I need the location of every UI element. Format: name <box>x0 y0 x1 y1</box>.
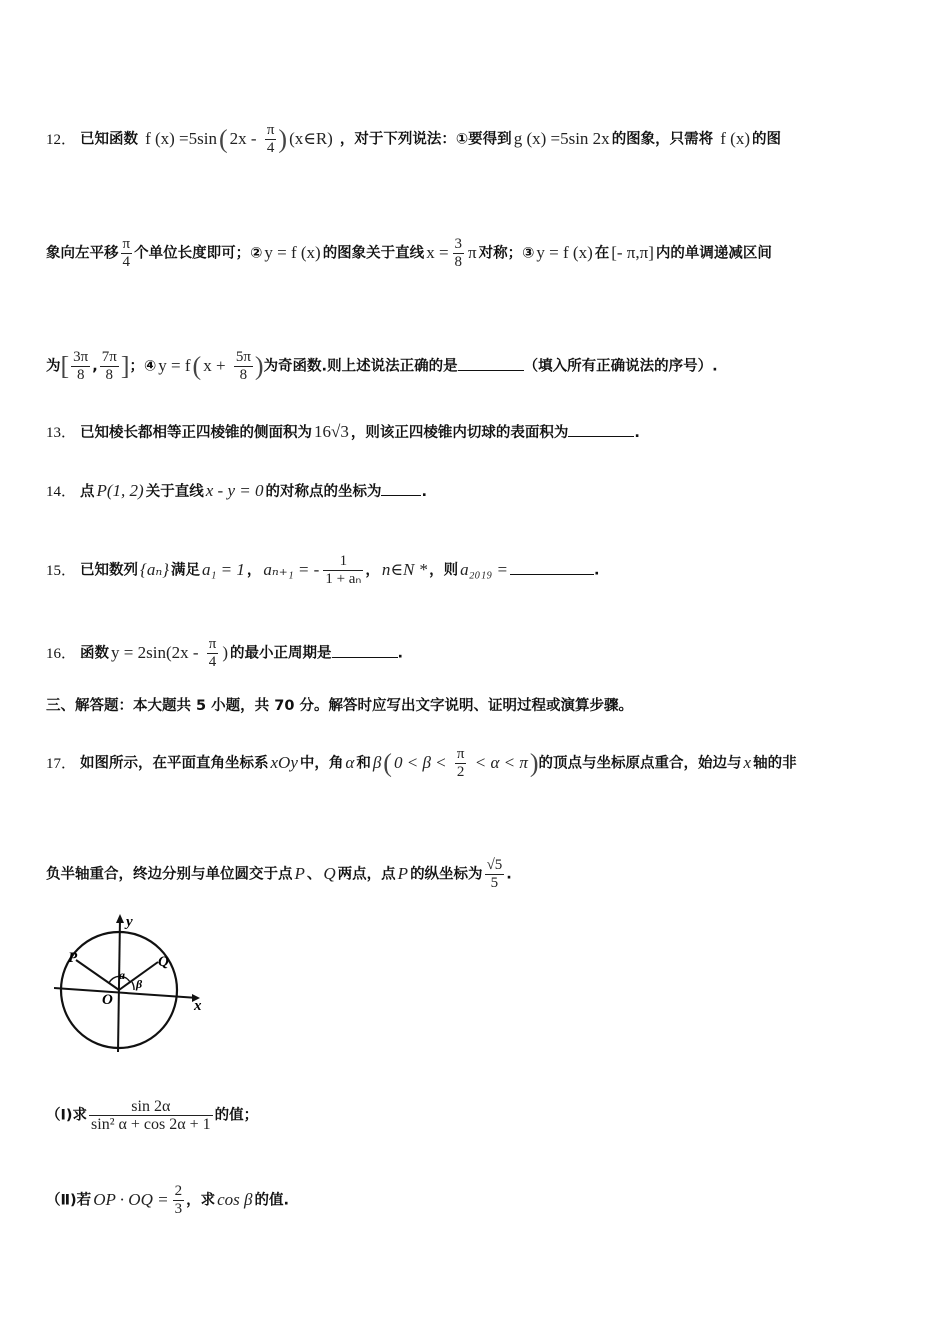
ray-OP <box>76 960 119 990</box>
fraction-sqrt5-5: $\frac{√5}{5}$ <box>486 857 503 891</box>
q17-part1: （Ⅰ)求 $\frac{\sin 2\alpha}{\text{sin² α + cos 2α + 1}}$ 的值； <box>46 1098 259 1133</box>
unit-circle-figure <box>54 912 214 1060</box>
question-number: 12． <box>46 131 77 148</box>
question-number: 14． <box>46 484 77 500</box>
fig-label-Q: Q <box>158 954 169 970</box>
q13-line: 13． 已知棱长都相等正四棱锥的侧面积为 16√3 ，则该正四棱锥内切球的表面积为 . <box>46 422 640 441</box>
fig-label-O: O <box>102 992 113 1008</box>
answer-blank[interactable] <box>510 560 594 575</box>
fraction-3pi-8: $\frac{3\pi}{8}$ <box>73 349 89 383</box>
y-axis-arrow-icon <box>116 914 124 923</box>
q12-line2: 象向左平移 $\frac{\pi}{4}$ 个单位长度即可；② y = f (x) 的图象关于直线 x = $\frac{3}{8}$ π 对称；③ y = f (x) 在 [- π,π] 内的单调递减区间 <box>46 236 772 270</box>
fraction-part1: $\frac{\sin 2\alpha}{\text{sin² α + cos 2α + 1}}$ <box>91 1098 211 1133</box>
fig-label-y: y <box>126 914 133 930</box>
fraction-pi-2: $\frac{\pi}{2}$ <box>456 746 465 780</box>
fraction-pi-4: $\frac{\pi}{4}$ <box>266 122 275 156</box>
fraction-7pi-8: $\frac{7\pi}{8}$ <box>101 349 117 383</box>
q15-line: 15． 已知数列 {aₙ} 满足 a₁ = 1 ， aₙ₊₁ = - $\frac{1}{\text{1 + aₙ}}$ ， n∈N * ，则 a₂₀₁₉ = . <box>46 553 600 587</box>
fraction-pi-4: $\frac{\pi}{4}$ <box>122 236 131 270</box>
fraction-3-8: $\frac{3}{8}$ <box>454 236 463 270</box>
angle-beta-arc <box>132 982 134 990</box>
answer-blank[interactable] <box>381 481 421 496</box>
fig-label-x: x <box>194 998 202 1014</box>
q14-line: 14． 点 P(1, 2) 关于直线 x - y = 0 的对称点的坐标为 . <box>46 481 427 500</box>
answer-blank[interactable] <box>332 643 398 658</box>
answer-blank[interactable] <box>458 356 524 371</box>
q17-line2: 负半轴重合，终边分别与单位圆交于点 P 、 Q 两点，点 P 的纵坐标为 $\frac{√5}{5}$ . <box>46 857 512 891</box>
math-g-def: g (x) =5sin 2x <box>513 128 610 148</box>
question-number: 13． <box>46 425 77 441</box>
question-number: 16． <box>46 645 77 662</box>
q12-line1: 12． 已知函数 f (x) =5sin( 2x - $\frac{\pi}{4}$ ) (x∈R) ，对于下列说法：①要得到 g (x) =5sin 2x 的图象，只需将 f (x) 的图 <box>46 122 781 156</box>
q12-line3: 为[ $\frac{3\pi}{8}$ , $\frac{7\pi}{8}$ ]；④ y = f( x + $\frac{5\pi}{8}$ )为奇函数.则上述说法正确的是 （填入所有正确说法的序号）. <box>46 349 718 383</box>
question-number: 17． <box>46 755 77 772</box>
fraction-2-3: $\frac{2}{3}$ <box>174 1183 183 1217</box>
question-number: 15． <box>46 562 77 579</box>
fraction-5pi-8: $\frac{5\pi}{8}$ <box>235 349 251 383</box>
fig-label-P: P <box>68 950 78 966</box>
q16-line: 16． 函数 y = 2sin(2x - $\frac{\pi}{4}$ ) 的最小正周期是 . <box>46 636 404 670</box>
fig-label-alpha: a <box>119 968 125 982</box>
fig-label-beta: β <box>136 977 143 991</box>
fraction-recurrence: $\frac{1}{\text{1 + aₙ}}$ <box>325 553 362 587</box>
section-header: 三、解答题：本大题共 5 小题，共 70 分。解答时应写出文字说明、证明过程或演算步骤。 <box>46 698 633 714</box>
q17-part2: （Ⅱ)若 OP · OQ = $\frac{2}{3}$ ，求 cos β 的值. <box>46 1183 289 1217</box>
answer-blank[interactable] <box>568 422 634 437</box>
math-f-def: f (x) =5sin <box>145 128 217 148</box>
y-axis <box>118 918 120 1052</box>
fraction-pi-4: $\frac{\pi}{4}$ <box>208 636 217 670</box>
q17-line1: 17． 如图所示，在平面直角坐标系 xOy 中，角 α 和 β( 0 < β < $\frac{\pi}{2}$ < α < π)的顶点与坐标原点重合，始边与 x 轴的非 <box>46 746 797 780</box>
